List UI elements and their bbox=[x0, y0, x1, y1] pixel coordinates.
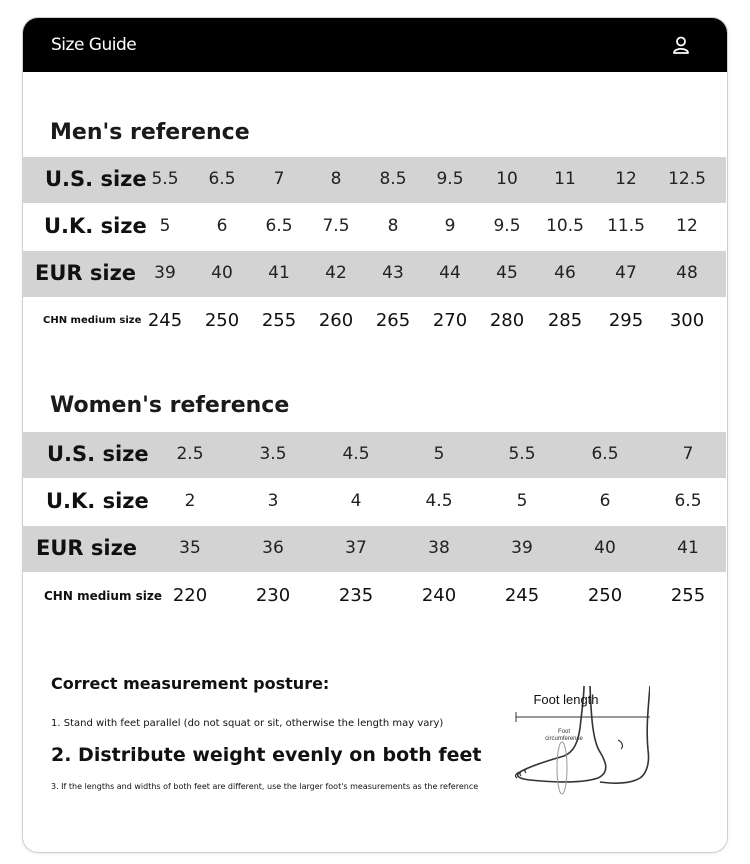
table-cell: 42 bbox=[325, 263, 347, 283]
table-cell: 245 bbox=[504, 585, 540, 606]
table-cell: 6.5 bbox=[265, 216, 293, 236]
row-label: CHN medium size bbox=[44, 588, 163, 603]
row-label: CHN medium size bbox=[43, 314, 142, 326]
table-cell: 265 bbox=[375, 310, 411, 331]
table-cell: 45 bbox=[496, 263, 518, 283]
table-cell: 41 bbox=[677, 538, 699, 558]
table-cell: 5 bbox=[516, 491, 528, 511]
table-cell: 3.5 bbox=[259, 444, 287, 464]
table-cell: 7 bbox=[273, 169, 285, 189]
table-cell: 2 bbox=[184, 491, 196, 511]
table-cell: 6.5 bbox=[208, 169, 236, 189]
table-cell: 7.5 bbox=[322, 216, 350, 236]
table-cell: 2.5 bbox=[176, 444, 204, 464]
table-cell: 230 bbox=[255, 585, 291, 606]
table-cell: 44 bbox=[439, 263, 461, 283]
table-row bbox=[22, 478, 726, 526]
table-cell: 9.5 bbox=[436, 169, 464, 189]
foot-circumference-label-1: Foot bbox=[557, 729, 571, 735]
table-cell: 6.5 bbox=[591, 444, 619, 464]
table-cell: 12.5 bbox=[668, 169, 706, 189]
table-cell: 280 bbox=[489, 310, 525, 331]
row-label: EUR size bbox=[35, 260, 137, 285]
table-cell: 300 bbox=[669, 310, 705, 331]
table-cell: 47 bbox=[615, 263, 637, 283]
table-cell: 3 bbox=[267, 491, 279, 511]
table-cell: 9 bbox=[444, 216, 456, 236]
table-cell: 35 bbox=[179, 538, 201, 558]
men-section-title: Men's reference bbox=[50, 120, 250, 145]
row-label: U.K. size bbox=[44, 213, 147, 238]
table-cell: 39 bbox=[511, 538, 533, 558]
table-cell: 40 bbox=[594, 538, 616, 558]
table-cell: 10.5 bbox=[546, 216, 584, 236]
header-bar bbox=[23, 18, 727, 72]
table-cell: 8 bbox=[387, 216, 399, 236]
row-label: U.S. size bbox=[45, 166, 147, 191]
table-cell: 4.5 bbox=[425, 491, 453, 511]
table-cell: 250 bbox=[204, 310, 240, 331]
user-icon[interactable] bbox=[671, 35, 691, 55]
table-cell: 255 bbox=[670, 585, 706, 606]
foot-measurement-diagram bbox=[490, 660, 650, 800]
table-cell: 4.5 bbox=[342, 444, 370, 464]
table-cell: 6 bbox=[216, 216, 228, 236]
table-cell: 8.5 bbox=[379, 169, 407, 189]
table-cell: 39 bbox=[154, 263, 176, 283]
table-cell: 295 bbox=[608, 310, 644, 331]
table-cell: 5 bbox=[433, 444, 445, 464]
table-cell: 6 bbox=[599, 491, 611, 511]
foot-length-label: Foot length bbox=[533, 692, 599, 707]
table-cell: 37 bbox=[345, 538, 367, 558]
table-cell: 40 bbox=[211, 263, 233, 283]
table-cell: 285 bbox=[547, 310, 583, 331]
table-cell: 46 bbox=[554, 263, 576, 283]
table-cell: 260 bbox=[318, 310, 354, 331]
leg-back-outline bbox=[600, 686, 650, 783]
table-row bbox=[22, 157, 726, 203]
table-cell: 270 bbox=[432, 310, 468, 331]
table-cell: 36 bbox=[262, 538, 284, 558]
header-title: Size Guide bbox=[51, 35, 137, 55]
women-section-title: Women's reference bbox=[50, 393, 290, 418]
table-row bbox=[22, 203, 726, 251]
table-cell: 240 bbox=[421, 585, 457, 606]
measurement-step-1: 1. Stand with feet parallel (do not squat or sit, otherwise the length may vary) bbox=[51, 718, 444, 729]
table-cell: 41 bbox=[268, 263, 290, 283]
row-label: U.S. size bbox=[47, 441, 149, 466]
ankle-outline bbox=[618, 740, 622, 749]
table-cell: 255 bbox=[261, 310, 297, 331]
table-cell: 6.5 bbox=[674, 491, 702, 511]
table-cell: 12 bbox=[615, 169, 637, 189]
table-row bbox=[22, 297, 726, 345]
table-cell: 11 bbox=[554, 169, 576, 189]
table-cell: 7 bbox=[682, 444, 694, 464]
table-cell: 5.5 bbox=[508, 444, 536, 464]
row-label: EUR size bbox=[36, 535, 138, 560]
foot-circumference-ellipse bbox=[557, 742, 567, 794]
table-row bbox=[22, 432, 726, 478]
table-cell: 43 bbox=[382, 263, 404, 283]
table-cell: 245 bbox=[147, 310, 183, 331]
measurement-step-3: 3. If the lengths and widths of both feet are different, use the larger foot's measurements as the reference bbox=[51, 782, 479, 791]
table-cell: 220 bbox=[172, 585, 208, 606]
table-cell: 9.5 bbox=[493, 216, 521, 236]
table-cell: 10 bbox=[496, 169, 518, 189]
measurement-title: Correct measurement posture: bbox=[51, 674, 330, 693]
table-cell: 38 bbox=[428, 538, 450, 558]
table-cell: 250 bbox=[587, 585, 623, 606]
table-row bbox=[22, 526, 726, 572]
table-cell: 5.5 bbox=[151, 169, 179, 189]
table-row bbox=[22, 251, 726, 297]
table-cell: 8 bbox=[330, 169, 342, 189]
row-label: U.K. size bbox=[46, 488, 149, 513]
table-cell: 235 bbox=[338, 585, 374, 606]
table-cell: 11.5 bbox=[607, 216, 645, 236]
table-cell: 4 bbox=[350, 491, 362, 511]
foot-circumference-label-2: circumference bbox=[545, 736, 583, 742]
table-row bbox=[22, 572, 726, 620]
table-cell: 48 bbox=[676, 263, 698, 283]
table-cell: 12 bbox=[676, 216, 698, 236]
table-cell: 5 bbox=[159, 216, 171, 236]
measurement-step-2: 2. Distribute weight evenly on both feet bbox=[51, 744, 482, 766]
